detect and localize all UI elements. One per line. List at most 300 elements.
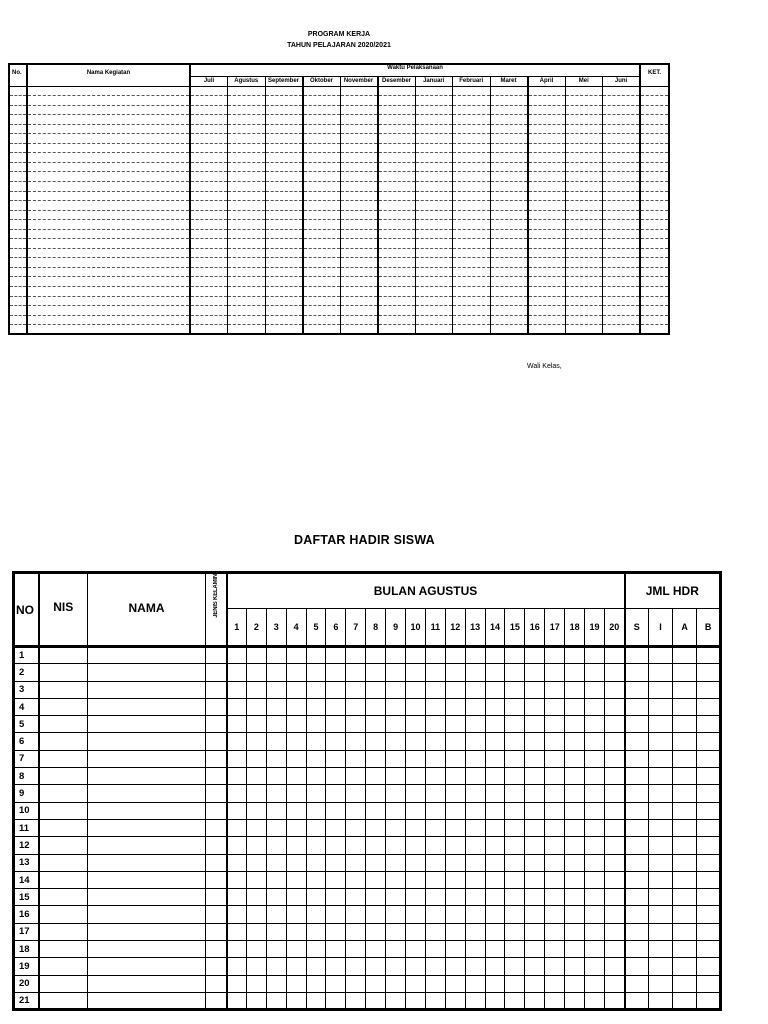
dh-table-row xyxy=(14,923,721,940)
pk-cell xyxy=(603,220,641,230)
pk-cell xyxy=(415,134,453,144)
pk-cell xyxy=(640,267,669,277)
pk-cell xyxy=(453,229,491,239)
pk-table-row xyxy=(9,86,669,96)
pk-cell xyxy=(490,258,528,268)
dh-row-number: 6 xyxy=(14,733,39,750)
dh-cell xyxy=(445,889,465,906)
dh-cell xyxy=(286,681,306,698)
dh-cell xyxy=(88,958,206,975)
dh-cell xyxy=(485,716,505,733)
pk-cell xyxy=(453,248,491,258)
pk-table-row xyxy=(9,267,669,277)
pk-cell xyxy=(265,220,303,230)
dh-cell xyxy=(286,871,306,888)
dh-cell xyxy=(266,992,286,1009)
dh-cell xyxy=(673,941,697,958)
pk-cell xyxy=(378,143,416,153)
pk-cell xyxy=(265,115,303,125)
dh-cell xyxy=(306,906,326,923)
dh-cell xyxy=(604,837,624,854)
pk-cell xyxy=(303,239,341,249)
pk-cell xyxy=(340,239,378,249)
pk-header-nama-kegiatan: Nama Kegiatan xyxy=(27,64,190,86)
dh-cell xyxy=(246,716,266,733)
dh-cell xyxy=(485,837,505,854)
pk-cell xyxy=(490,229,528,239)
pk-cell xyxy=(265,181,303,191)
dh-cell xyxy=(445,750,465,767)
dh-header-jenis-kelamin xyxy=(206,573,227,647)
dh-cell xyxy=(227,768,247,785)
dh-cell xyxy=(525,889,545,906)
pk-cell xyxy=(265,286,303,296)
pk-cell xyxy=(303,134,341,144)
pk-cell xyxy=(27,162,190,172)
dh-cell xyxy=(286,992,306,1009)
pk-cell xyxy=(9,239,27,249)
dh-cell xyxy=(306,768,326,785)
pk-cell xyxy=(453,86,491,96)
dh-cell xyxy=(585,768,605,785)
dh-cell xyxy=(246,889,266,906)
pk-cell xyxy=(340,229,378,239)
pk-month-header: Maret xyxy=(490,76,528,86)
pk-cell xyxy=(228,277,266,287)
pk-cell xyxy=(303,315,341,325)
dh-cell xyxy=(673,664,697,681)
dh-cell xyxy=(525,906,545,923)
dh-cell xyxy=(505,923,525,940)
pk-cell xyxy=(490,286,528,296)
dh-cell xyxy=(525,733,545,750)
dh-cell xyxy=(425,733,445,750)
dh-cell xyxy=(246,785,266,802)
pk-cell xyxy=(340,220,378,230)
dh-cell xyxy=(425,837,445,854)
dh-cell xyxy=(206,889,227,906)
dh-cell xyxy=(266,698,286,715)
dh-cell xyxy=(326,698,346,715)
pk-header-ket: KET. xyxy=(640,64,669,86)
pk-cell xyxy=(340,143,378,153)
pk-cell xyxy=(640,181,669,191)
pk-cell xyxy=(378,162,416,172)
dh-cell xyxy=(266,889,286,906)
pk-cell xyxy=(415,296,453,306)
pk-cell xyxy=(565,220,603,230)
dh-cell xyxy=(39,716,88,733)
pk-cell xyxy=(340,286,378,296)
dh-cell xyxy=(386,647,406,664)
pk-cell xyxy=(228,124,266,134)
dh-cell xyxy=(697,733,721,750)
pk-cell xyxy=(415,306,453,316)
pk-cell xyxy=(190,201,228,211)
pk-cell xyxy=(565,229,603,239)
dh-cell xyxy=(445,854,465,871)
dh-cell xyxy=(366,992,386,1009)
dh-cell xyxy=(366,681,386,698)
dh-cell xyxy=(485,785,505,802)
pk-cell xyxy=(228,267,266,277)
dh-cell xyxy=(386,733,406,750)
dh-cell xyxy=(565,819,585,836)
dh-cell xyxy=(425,941,445,958)
pk-cell xyxy=(27,229,190,239)
pk-table-row xyxy=(9,220,669,230)
dh-cell xyxy=(366,854,386,871)
pk-table-row xyxy=(9,162,669,172)
dh-cell xyxy=(585,750,605,767)
dh-cell xyxy=(625,975,649,992)
dh-cell xyxy=(673,681,697,698)
dh-cell xyxy=(406,992,426,1009)
dh-cell xyxy=(673,750,697,767)
dh-cell xyxy=(485,819,505,836)
pk-cell xyxy=(340,172,378,182)
pk-table-row xyxy=(9,210,669,220)
pk-cell xyxy=(528,239,566,249)
pk-cell xyxy=(528,315,566,325)
pk-cell xyxy=(565,105,603,115)
dh-cell xyxy=(565,941,585,958)
pk-cell xyxy=(528,306,566,316)
dh-cell xyxy=(286,750,306,767)
dh-cell xyxy=(386,854,406,871)
dh-cell xyxy=(485,889,505,906)
pk-cell xyxy=(228,248,266,258)
pk-header-waktu-pelaksanaan: Waktu Pelaksanaan xyxy=(190,64,640,76)
dh-cell xyxy=(525,958,545,975)
dh-cell xyxy=(286,664,306,681)
pk-cell xyxy=(378,296,416,306)
dh-cell xyxy=(604,906,624,923)
dh-cell xyxy=(565,837,585,854)
pk-cell xyxy=(228,105,266,115)
pk-cell xyxy=(190,191,228,201)
pk-cell xyxy=(228,220,266,230)
dh-cell xyxy=(585,975,605,992)
pk-cell xyxy=(490,315,528,325)
pk-month-header: Juni xyxy=(603,76,641,86)
dh-row-number: 3 xyxy=(14,681,39,698)
pk-cell xyxy=(340,296,378,306)
pk-cell xyxy=(228,115,266,125)
dh-cell xyxy=(306,664,326,681)
dh-cell xyxy=(306,992,326,1009)
dh-cell xyxy=(585,854,605,871)
pk-cell xyxy=(565,143,603,153)
dh-cell xyxy=(406,802,426,819)
dh-cell xyxy=(485,923,505,940)
dh-cell xyxy=(39,664,88,681)
dh-cell xyxy=(604,992,624,1009)
pk-cell xyxy=(415,258,453,268)
pk-cell xyxy=(190,210,228,220)
pk-cell xyxy=(490,86,528,96)
pk-cell xyxy=(603,191,641,201)
dh-cell xyxy=(565,733,585,750)
dh-cell xyxy=(39,854,88,871)
dh-cell xyxy=(406,889,426,906)
dh-cell xyxy=(505,837,525,854)
dh-cell xyxy=(585,785,605,802)
dh-cell xyxy=(585,992,605,1009)
pk-cell xyxy=(303,248,341,258)
dh-cell xyxy=(445,819,465,836)
dh-cell xyxy=(366,975,386,992)
dh-cell xyxy=(445,768,465,785)
pk-cell xyxy=(190,220,228,230)
pk-cell xyxy=(640,210,669,220)
dh-cell xyxy=(425,647,445,664)
program-kerja-title: PROGRAM KERJA xyxy=(307,31,371,38)
dh-cell xyxy=(346,802,366,819)
pk-month-header: Januari xyxy=(415,76,453,86)
dh-cell xyxy=(465,750,485,767)
dh-cell xyxy=(326,750,346,767)
pk-cell xyxy=(340,162,378,172)
pk-cell xyxy=(265,134,303,144)
dh-cell xyxy=(649,716,673,733)
dh-cell xyxy=(425,768,445,785)
dh-cell xyxy=(88,906,206,923)
pk-cell xyxy=(27,143,190,153)
dh-cell xyxy=(649,992,673,1009)
dh-cell xyxy=(697,854,721,871)
dh-day-header: 12 xyxy=(445,609,465,647)
dh-cell xyxy=(445,716,465,733)
dh-cell xyxy=(565,975,585,992)
pk-cell xyxy=(603,248,641,258)
pk-cell xyxy=(528,286,566,296)
pk-cell xyxy=(190,134,228,144)
dh-cell xyxy=(465,664,485,681)
dh-row-number: 14 xyxy=(14,871,39,888)
dh-cell xyxy=(604,819,624,836)
dh-cell xyxy=(445,785,465,802)
pk-cell xyxy=(303,105,341,115)
dh-cell xyxy=(406,768,426,785)
pk-cell xyxy=(490,124,528,134)
dh-cell xyxy=(649,681,673,698)
dh-cell xyxy=(673,647,697,664)
pk-cell xyxy=(453,181,491,191)
dh-cell xyxy=(425,854,445,871)
dh-cell xyxy=(346,854,366,871)
dh-day-header: 20 xyxy=(604,609,624,647)
pk-cell xyxy=(415,115,453,125)
pk-cell xyxy=(9,191,27,201)
dh-table-row xyxy=(14,889,721,906)
dh-cell xyxy=(697,958,721,975)
dh-cell xyxy=(266,768,286,785)
pk-cell xyxy=(228,258,266,268)
dh-cell xyxy=(604,785,624,802)
pk-cell xyxy=(228,210,266,220)
dh-cell xyxy=(545,698,565,715)
dh-cell xyxy=(39,698,88,715)
pk-cell xyxy=(490,181,528,191)
dh-cell xyxy=(386,750,406,767)
dh-cell xyxy=(246,923,266,940)
pk-cell xyxy=(415,210,453,220)
dh-cell xyxy=(565,923,585,940)
pk-cell xyxy=(640,115,669,125)
dh-cell xyxy=(406,941,426,958)
pk-cell xyxy=(190,96,228,106)
dh-cell xyxy=(346,923,366,940)
dh-cell xyxy=(386,681,406,698)
dh-cell xyxy=(346,785,366,802)
pk-cell xyxy=(340,86,378,96)
dh-cell xyxy=(585,698,605,715)
dh-table-row xyxy=(14,906,721,923)
dh-cell xyxy=(465,785,485,802)
dh-cell xyxy=(604,681,624,698)
pk-cell xyxy=(340,248,378,258)
dh-cell xyxy=(565,768,585,785)
dh-cell xyxy=(366,941,386,958)
dh-cell xyxy=(673,992,697,1009)
dh-cell xyxy=(625,698,649,715)
pk-cell xyxy=(9,86,27,96)
dh-cell xyxy=(326,923,346,940)
pk-cell xyxy=(415,191,453,201)
dh-cell xyxy=(88,750,206,767)
dh-cell xyxy=(266,681,286,698)
pk-cell xyxy=(378,124,416,134)
pk-cell xyxy=(303,277,341,287)
dh-cell xyxy=(697,785,721,802)
dh-cell xyxy=(386,958,406,975)
pk-cell xyxy=(228,96,266,106)
pk-cell xyxy=(9,115,27,125)
dh-table-row xyxy=(14,819,721,836)
pk-cell xyxy=(9,105,27,115)
pk-cell xyxy=(27,248,190,258)
pk-cell xyxy=(603,267,641,277)
pk-cell xyxy=(190,115,228,125)
dh-cell xyxy=(306,716,326,733)
pk-cell xyxy=(265,143,303,153)
pk-cell xyxy=(9,172,27,182)
dh-cell xyxy=(585,837,605,854)
dh-cell xyxy=(346,889,366,906)
dh-cell xyxy=(525,837,545,854)
pk-cell xyxy=(453,306,491,316)
dh-cell xyxy=(525,698,545,715)
dh-cell xyxy=(545,664,565,681)
dh-cell xyxy=(88,785,206,802)
dh-cell xyxy=(386,941,406,958)
dh-cell xyxy=(286,958,306,975)
dh-cell xyxy=(445,802,465,819)
dh-cell xyxy=(286,802,306,819)
dh-cell xyxy=(525,647,545,664)
pk-cell xyxy=(415,220,453,230)
dh-cell xyxy=(485,802,505,819)
dh-day-header: 17 xyxy=(545,609,565,647)
dh-table-row xyxy=(14,698,721,715)
pk-cell xyxy=(27,267,190,277)
dh-cell xyxy=(625,941,649,958)
dh-cell xyxy=(673,958,697,975)
pk-cell xyxy=(190,267,228,277)
pk-cell xyxy=(565,277,603,287)
pk-cell xyxy=(490,220,528,230)
pk-cell xyxy=(640,258,669,268)
dh-cell xyxy=(286,906,306,923)
pk-cell xyxy=(528,220,566,230)
pk-cell xyxy=(190,153,228,163)
pk-cell xyxy=(378,96,416,106)
pk-cell xyxy=(303,229,341,239)
dh-cell xyxy=(604,958,624,975)
dh-row-number: 12 xyxy=(14,837,39,854)
dh-day-header: 4 xyxy=(286,609,306,647)
dh-cell xyxy=(465,906,485,923)
dh-cell xyxy=(673,923,697,940)
pk-month-header: September xyxy=(265,76,303,86)
dh-cell xyxy=(625,992,649,1009)
dh-table-row xyxy=(14,958,721,975)
pk-month-header: November xyxy=(340,76,378,86)
dh-cell xyxy=(625,664,649,681)
pk-cell xyxy=(490,115,528,125)
pk-cell xyxy=(415,248,453,258)
dh-cell xyxy=(585,716,605,733)
dh-cell xyxy=(306,647,326,664)
dh-cell xyxy=(505,785,525,802)
pk-cell xyxy=(415,86,453,96)
dh-cell xyxy=(625,837,649,854)
dh-cell xyxy=(88,854,206,871)
pk-cell xyxy=(453,105,491,115)
pk-cell xyxy=(453,286,491,296)
dh-day-header: 14 xyxy=(485,609,505,647)
pk-table-row xyxy=(9,277,669,287)
dh-table-row xyxy=(14,837,721,854)
pk-cell xyxy=(603,86,641,96)
dh-cell xyxy=(585,958,605,975)
dh-cell xyxy=(545,958,565,975)
dh-cell xyxy=(326,837,346,854)
dh-table-row xyxy=(14,750,721,767)
pk-cell xyxy=(378,229,416,239)
pk-cell xyxy=(340,267,378,277)
pk-cell xyxy=(490,296,528,306)
pk-cell xyxy=(528,267,566,277)
pk-cell xyxy=(603,124,641,134)
dh-cell xyxy=(697,975,721,992)
dh-cell xyxy=(425,975,445,992)
dh-cell xyxy=(246,871,266,888)
dh-cell xyxy=(505,889,525,906)
pk-cell xyxy=(603,96,641,106)
pk-cell xyxy=(303,306,341,316)
pk-cell xyxy=(228,296,266,306)
pk-cell xyxy=(640,191,669,201)
dh-cell xyxy=(326,819,346,836)
dh-cell xyxy=(88,802,206,819)
pk-cell xyxy=(265,96,303,106)
dh-cell xyxy=(88,733,206,750)
pk-cell xyxy=(490,153,528,163)
pk-cell xyxy=(378,277,416,287)
dh-cell xyxy=(227,906,247,923)
